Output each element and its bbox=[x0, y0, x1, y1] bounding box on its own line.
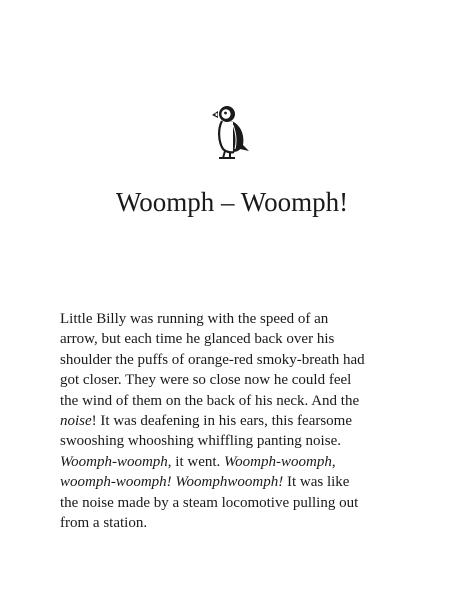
text-line bbox=[60, 452, 412, 472]
text-line bbox=[60, 370, 412, 390]
italic-text: noise bbox=[60, 413, 92, 430]
puffin-icon bbox=[212, 103, 252, 161]
chapter-title: Woomph – Woomph! bbox=[115, 187, 349, 217]
text-line bbox=[60, 513, 412, 533]
text-line bbox=[60, 411, 412, 431]
text-run: from a station. bbox=[60, 515, 148, 532]
italic-text: Woomph-woomph bbox=[60, 453, 168, 470]
text-run: , bbox=[331, 453, 336, 470]
text-line bbox=[60, 350, 412, 370]
text-line bbox=[60, 391, 412, 411]
text-run: It was like bbox=[283, 474, 350, 491]
italic-text: Woomph-woomph bbox=[224, 453, 332, 470]
text-run: ! It was deafening in his ears, this fearsome bbox=[91, 413, 353, 430]
text-run: swooshing whooshing whiffling panting noise. bbox=[60, 433, 341, 450]
text-line bbox=[60, 309, 412, 329]
text-run: shoulder the puffs of orange-red smoky-breath had bbox=[60, 351, 365, 368]
text-run: Little Billy was running with the speed of an bbox=[60, 311, 329, 327]
text-line bbox=[60, 493, 412, 513]
text-line bbox=[60, 431, 412, 451]
text-line bbox=[60, 472, 412, 492]
story-paragraph bbox=[60, 309, 412, 533]
text-line bbox=[60, 329, 412, 349]
text-run: arrow, but each time he glanced back over his bbox=[60, 331, 335, 348]
italic-text: woomph-woomph! Woomphwoomph! bbox=[60, 474, 284, 491]
text-run: the wind of them on the back of his neck. And the bbox=[60, 392, 360, 409]
text-run: got closer. They were so close now he could feel bbox=[60, 372, 352, 389]
text-run: the noise made by a steam locomotive pulling out bbox=[60, 494, 359, 511]
text-run: , it went. bbox=[167, 453, 225, 470]
